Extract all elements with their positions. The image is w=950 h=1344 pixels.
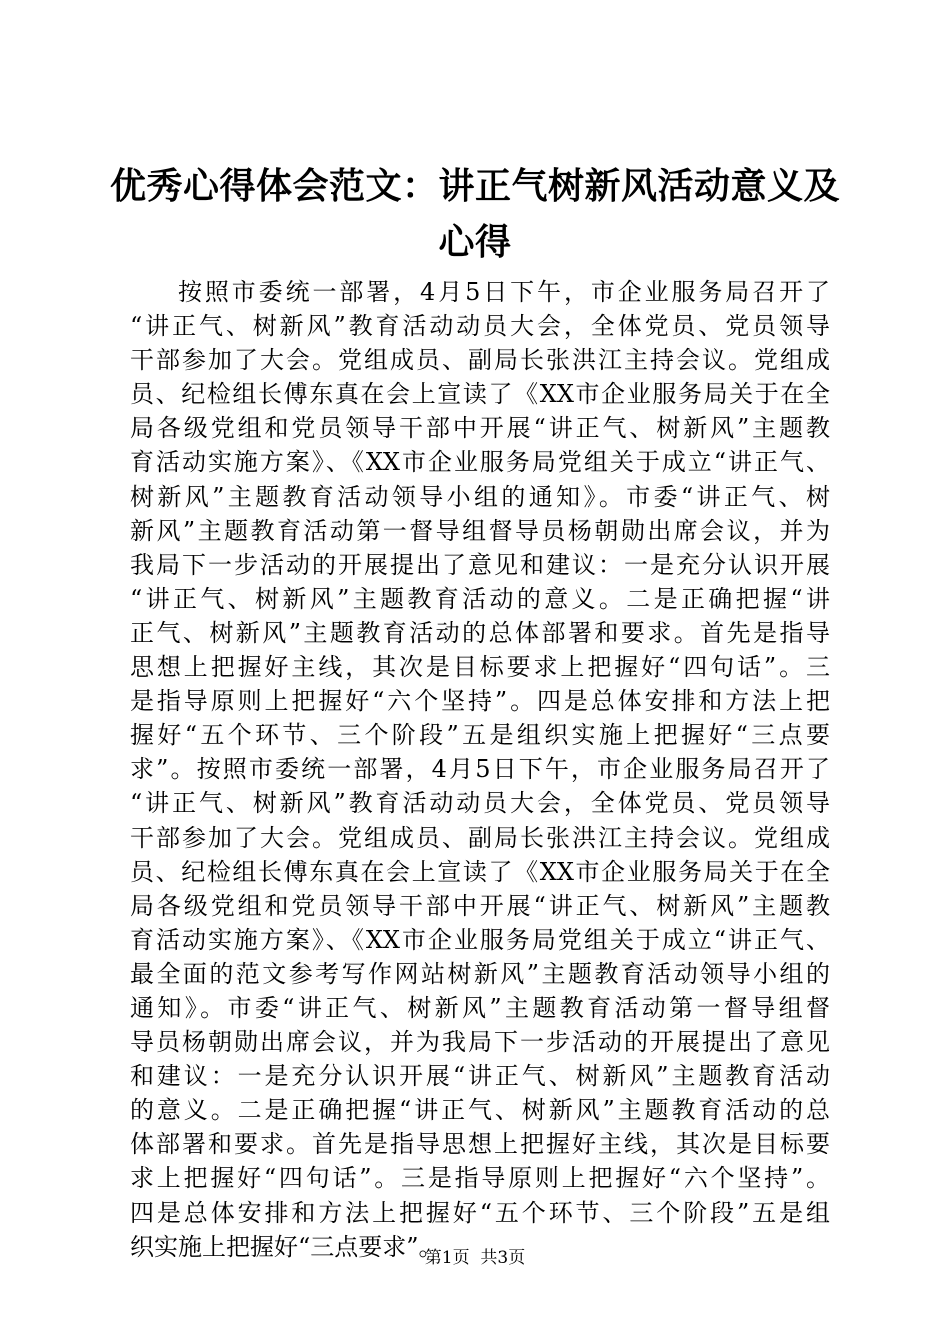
- body-line: 是指导原则上把握好“六个坚持”。四是总体安排和方法上把: [130, 687, 830, 716]
- body-line: 我局下一步活动的开展提出了意见和建议：一是充分认识开展: [130, 550, 830, 579]
- body-line: 干部参加了大会。党组成员、副局长张洪江主持会议。党组成: [130, 823, 830, 852]
- title-line: 优秀心得体会范文：讲正气树新风活动意义及: [110, 165, 841, 207]
- title-line: 心得: [438, 221, 512, 263]
- body-line: 育活动实施方案》、《XX市企业服务局党组关于成立“讲正气、: [130, 448, 830, 477]
- body-line: 新风”主题教育活动第一督导组督导员杨朝勋出席会议，并为: [130, 516, 830, 545]
- body-line: 的意义。二是正确把握“讲正气、树新风”主题教育活动的总: [130, 1096, 830, 1125]
- page-number-label: 第1页 共3页: [424, 1248, 526, 1268]
- body-line: 握好“五个环节、三个阶段”五是组织实施上把握好“三点要: [130, 721, 830, 750]
- document-body: [130, 275, 830, 1264]
- document-title: [110, 158, 840, 270]
- page-footer: [0, 1246, 950, 1270]
- body-line: 思想上把握好主线，其次是目标要求上把握好“四句话”。三: [130, 653, 830, 682]
- body-line: 育活动实施方案》、《XX市企业服务局党组关于成立“讲正气、: [130, 925, 830, 954]
- body-line: 树新风”主题教育活动领导小组的通知》。市委“讲正气、树: [130, 482, 830, 511]
- body-line: 局各级党组和党员领导干部中开展“讲正气、树新风”主题教: [130, 891, 830, 920]
- body-line: 体部署和要求。首先是指导思想上把握好主线，其次是目标要: [130, 1130, 830, 1159]
- body-line: 员、纪检组长傅东真在会上宣读了《XX市企业服务局关于在全: [130, 380, 830, 409]
- body-line: 正气、树新风”主题教育活动的总体部署和要求。首先是指导: [130, 618, 830, 647]
- body-line: 和建议：一是充分认识开展“讲正气、树新风”主题教育活动: [130, 1062, 830, 1091]
- body-line: 按照市委统一部署，4月5日下午，市企业服务局召开了: [178, 278, 830, 306]
- body-line: “讲正气、树新风”主题教育活动的意义。二是正确把握“讲: [130, 584, 830, 613]
- body-line: 织实施上把握好“三点要求”。: [130, 1232, 443, 1261]
- body-line: 最全面的范文参考写作网站树新风”主题教育活动领导小组的: [130, 959, 830, 988]
- body-line: 导员杨朝勋出席会议，并为我局下一步活动的开展提出了意见: [130, 1028, 830, 1057]
- body-line: 局各级党组和党员领导干部中开展“讲正气、树新风”主题教: [130, 414, 830, 443]
- body-line: 干部参加了大会。党组成员、副局长张洪江主持会议。党组成: [130, 346, 830, 375]
- body-line: 员、纪检组长傅东真在会上宣读了《XX市企业服务局关于在全: [130, 857, 830, 886]
- body-line: 通知》。市委“讲正气、树新风”主题教育活动第一督导组督: [130, 993, 830, 1022]
- body-line: 四是总体安排和方法上把握好“五个环节、三个阶段”五是组: [130, 1198, 830, 1227]
- body-line: 求上把握好“四句话”。三是指导原则上把握好“六个坚持”。: [130, 1164, 830, 1193]
- body-line: “讲正气、树新风”教育活动动员大会，全体党员、党员领导: [130, 789, 830, 818]
- body-line: 求”。按照市委统一部署，4月5日下午，市企业服务局召开了: [130, 755, 830, 784]
- body-line: “讲正气、树新风”教育活动动员大会，全体党员、党员领导: [130, 312, 830, 341]
